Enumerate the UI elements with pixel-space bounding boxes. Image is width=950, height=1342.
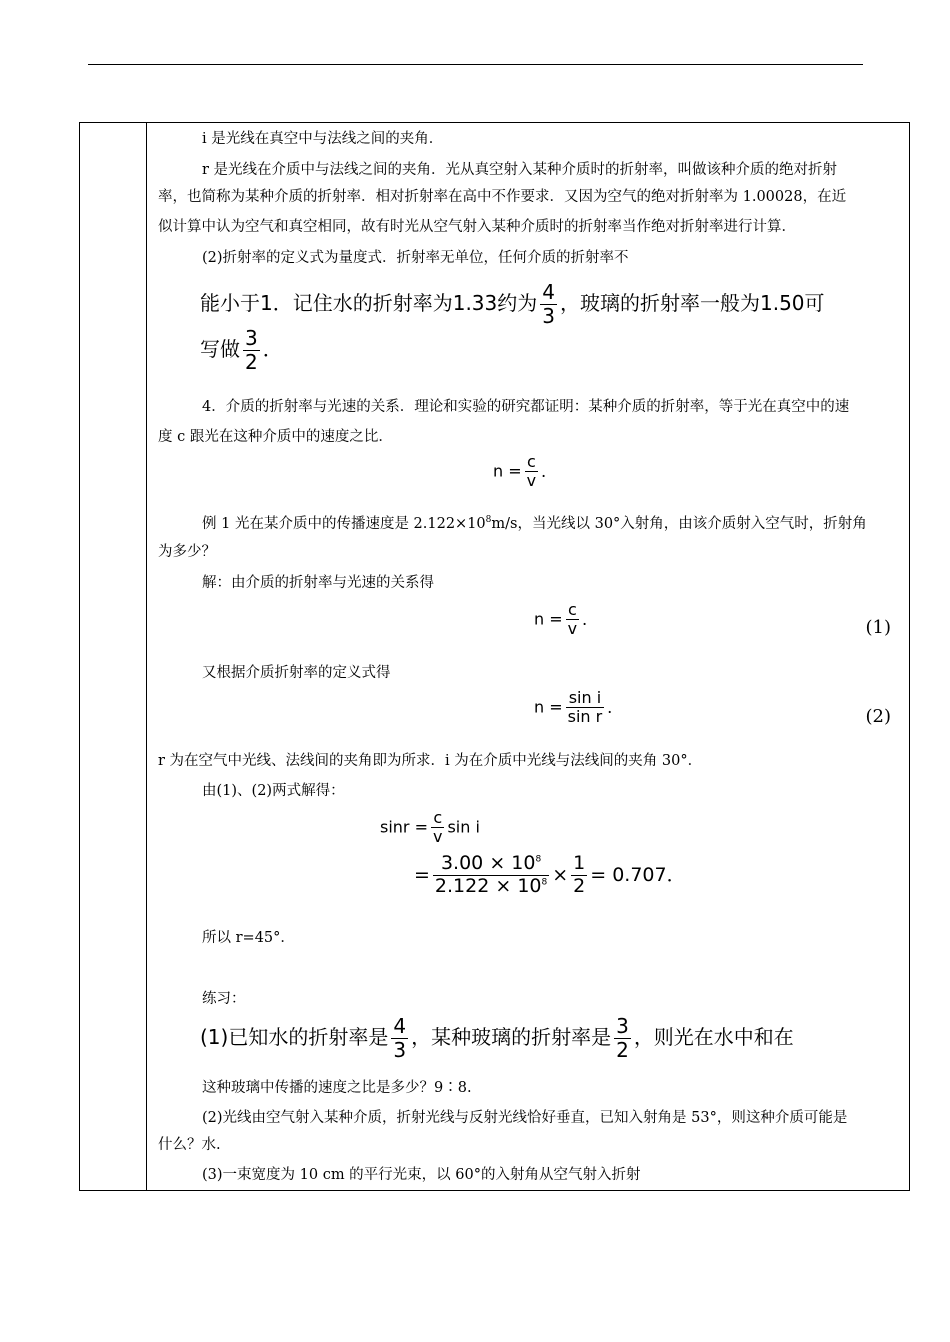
formula-result: = $\frac{3.00 \times 10^8}{2.122 \times 10^8}$ × $\frac{1}{2}$ = 0.707． (414, 852, 686, 897)
paragraph-angle-r-line2: 率，也简称为某种介质的折射率．相对折射率在高中不作要求．又因为空气的绝对折射率为 1.00028，在近 (158, 189, 847, 205)
solution-line3: r 为在空气中光线、法线间的夹角即为所求．i 为在介质中光线与法线间的夹角 30°． (158, 753, 703, 769)
big-text-part: 写做 (200, 337, 240, 361)
formula-2: n = $\frac{\text{sin i}}{\text{sin r}}$ ． (534, 688, 624, 727)
fraction-three-halves: $\frac{3}{2}$ (245, 326, 258, 374)
paragraph-definition: (2)折射率的定义式为量度式．折射率无单位，任何介质的折射率不 (202, 250, 629, 266)
equation-number-1: (1) (865, 617, 891, 638)
exercise-2-line1: (2)光线由空气射入某种介质，折射光线与反射光线恰好垂直，已知入射角是 53°，则这种介质可能是 (202, 1110, 848, 1126)
solution-line4: 由(1)、(2)两式解得： (202, 783, 345, 799)
big-text-part: 能小于1．记住水的折射率为1.33约为 (200, 291, 538, 315)
formula-sinr: sinr = $\frac{c}{v}$ sin i (380, 808, 480, 847)
big-text-line2: 写做 $\frac{3}{2}$ ． (200, 326, 283, 374)
exercise-3: (3)一束宽度为 10 cm 的平行光束，以 60°的入射角从空气射入折射 (202, 1167, 641, 1183)
fraction-four-thirds: $\frac{4}{3}$ (542, 280, 555, 328)
exercise-1-big-line: (1)已知水的折射率是 $\frac{4}{3}$ ，某种玻璃的折射率是 $\frac{3}{2}$ ，则光在水中和在 (200, 1014, 794, 1062)
paragraph-speed-relation-line2: 度 c 跟光在这种介质中的速度之比． (158, 429, 393, 445)
lesson-table (79, 122, 910, 1191)
exercise-2-line2: 什么？水. (158, 1137, 221, 1153)
formula-1: n = $\frac{c}{v}$ ． (534, 600, 599, 639)
example-1-line2: 为多少？ (158, 544, 216, 560)
equation-number-2: (2) (865, 706, 891, 727)
solution-conclusion: 所以 r=45°． (202, 930, 295, 946)
paragraph-speed-relation-line1: 4．介质的折射率与光速的关系．理论和实验的研究都证明：某种介质的折射率，等于光在真空中的速 (202, 399, 850, 415)
exercise-1-tail: 这种玻璃中传播的速度之比是多少？9∶8. (202, 1080, 472, 1096)
exercise-title: 练习： (202, 991, 246, 1007)
header-rule (88, 64, 863, 65)
paragraph-angle-r-line3: 似计算中认为空气和真空相同，故有时光从空气射入某种介质时的折射率当作绝对折射率进行计算． (158, 219, 796, 235)
paragraph-angle-i: i 是光线在真空中与法线之间的夹角． (202, 131, 444, 147)
solution-line2: 又根据介质折射率的定义式得 (202, 665, 391, 681)
example-1-line1: 例 1 光在某介质中的传播速度是 $2.122\times 10^8m/s$，当光线以 30°入射角，由该介质射入空气时，折射角 (202, 515, 867, 532)
solution-line1: 解：由介质的折射率与光速的关系得 (202, 575, 434, 591)
formula-n-c-v: n = $\frac{c}{v}$ ． (493, 452, 558, 491)
paragraph-angle-r-line1: r 是光线在介质中与法线之间的夹角．光从真空射入某种介质时的折射率，叫做该种介质的绝对折射 (202, 162, 838, 178)
table-left-column (80, 123, 147, 1190)
big-text-line1 (200, 281, 825, 328)
big-text-part: ，玻璃的折射率一般为1.50可 (560, 291, 825, 315)
